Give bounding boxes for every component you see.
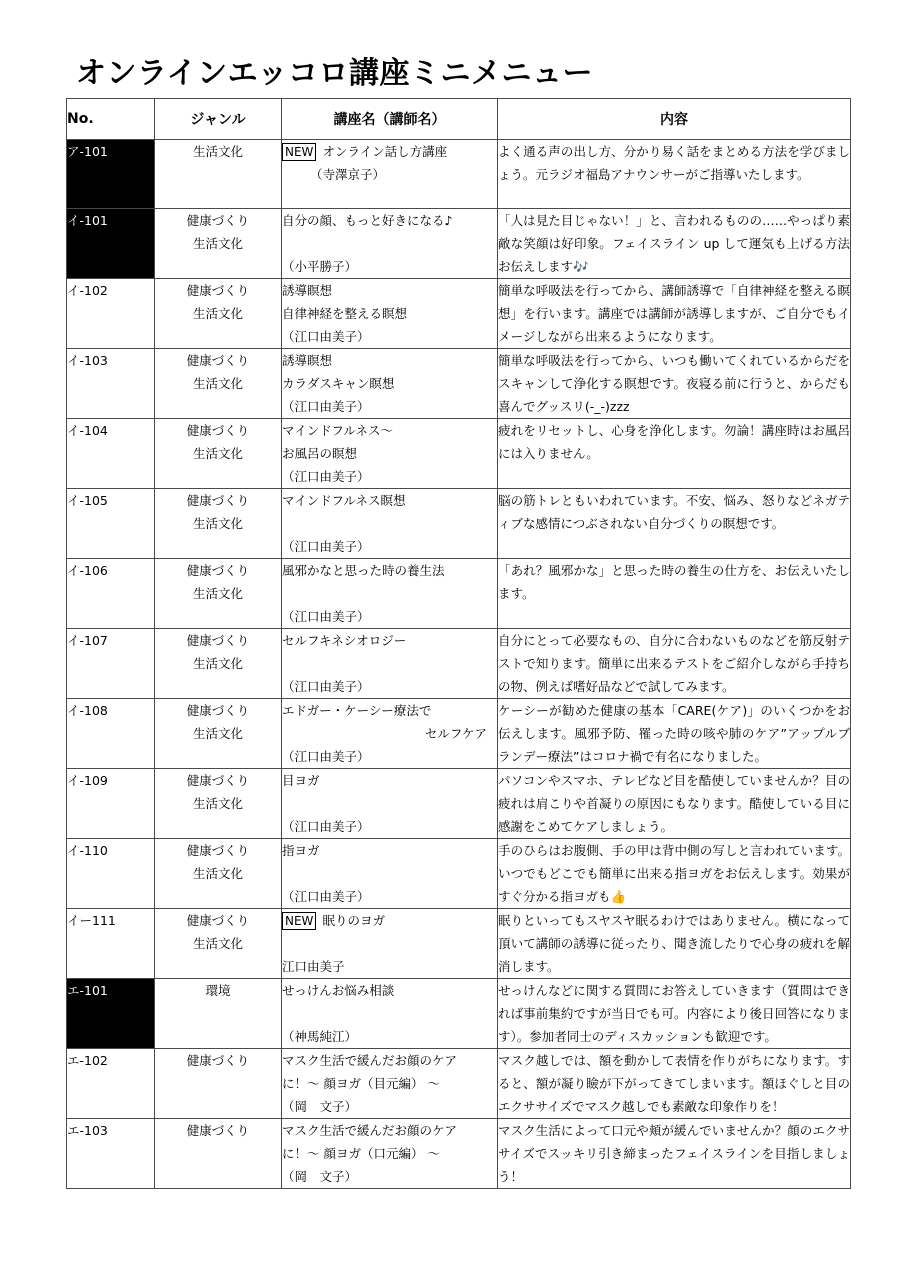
new-badge: NEW	[282, 143, 316, 161]
header-content: 内容	[498, 99, 851, 140]
course-description: よく通る声の出し方、分かり易く話をまとめる方法を学びましょう。元ラジオ福島アナウンサーがご指導いたします。	[498, 140, 851, 209]
course-name-line	[282, 419, 497, 442]
course-description: 手のひらはお腹側、手の甲は背中側の写しと言われています。いつでもどこでも簡単に出来る指ヨガをお伝えします。効果がすぐ分かる指ヨガも👍	[498, 839, 851, 909]
course-name-line	[282, 839, 497, 862]
table-row	[67, 489, 851, 559]
course-name-line	[282, 395, 497, 418]
course-number: エ-101	[67, 979, 155, 1049]
course-name-line	[282, 209, 497, 232]
course-genre	[155, 279, 282, 349]
course-name-line	[282, 815, 497, 838]
genre-label: 健康づくり	[186, 493, 250, 508]
course-description: マスク越しでは、額を動かして表情を作りがちになります。すると、額が凝り瞼が下がってきてしまいます。額ほぐしと目のエクササイズでマスク越しでも素敵な印象作りを！	[498, 1049, 851, 1119]
course-genre	[155, 1049, 282, 1119]
course-name-text: エドガー・ケーシー療法で	[282, 703, 432, 718]
course-name-text: （寺澤京子）	[310, 167, 386, 182]
course-number: イ-107	[67, 629, 155, 699]
course-name-text: マスク生活で緩んだお顔のケア	[282, 1053, 458, 1068]
course-name-text: マインドフルネス～	[282, 423, 394, 438]
course-menu-table	[66, 98, 851, 1189]
course-description: 簡単な呼吸法を行ってから、いつも働いてくれているからだをスキャンして浄化する瞑想です。夜寝る前に行うと、からだも喜んでグッスリ(-_-)zzz	[498, 349, 851, 419]
genre-label: 生活文化	[192, 586, 243, 601]
course-name-text: （岡 文子）	[282, 1099, 358, 1114]
course-name-text: 目ヨガ	[282, 773, 320, 788]
course-name-line	[282, 372, 497, 395]
course-name-line	[282, 955, 497, 978]
genre-label: 生活文化	[192, 726, 243, 741]
course-name-text: マインドフルネス瞑想	[282, 493, 406, 508]
course-name-text: （江口由美子）	[282, 539, 370, 554]
course-name-text: 指ヨガ	[282, 843, 320, 858]
course-name-line	[282, 1142, 497, 1165]
course-name-line	[282, 699, 497, 722]
course-name-line	[282, 163, 497, 186]
course-name-line	[282, 769, 497, 792]
course-description: 「人は見た目じゃない！」と、言われるものの……やっぱり素敵な笑顔は好印象。フェイスライン up して運気も上げる方法お伝えします🎶	[498, 209, 851, 279]
table-row	[67, 209, 851, 279]
genre-label: 健康づくり	[186, 1123, 250, 1138]
genre-label: 健康づくり	[186, 213, 250, 228]
table-row	[67, 629, 851, 699]
course-genre	[155, 1119, 282, 1189]
table-row	[67, 140, 851, 209]
table-row	[67, 419, 851, 489]
course-name	[282, 419, 498, 489]
genre-label: 健康づくり	[186, 1053, 250, 1068]
course-name-text: 江口由美子	[282, 959, 345, 974]
table-row	[67, 699, 851, 769]
course-name-line	[282, 140, 497, 163]
course-number: エ-103	[67, 1119, 155, 1189]
course-name-line	[282, 979, 497, 1002]
course-name-text: お風呂の瞑想	[282, 446, 358, 461]
table-header-row	[67, 99, 851, 140]
course-name-text: （江口由美子）	[282, 819, 370, 834]
course-name-text: （神馬純江）	[282, 1029, 358, 1044]
course-number: イ-106	[67, 559, 155, 629]
table-row	[67, 349, 851, 419]
course-genre	[155, 629, 282, 699]
course-number: イ-108	[67, 699, 155, 769]
course-name-line	[282, 232, 497, 255]
course-name-line	[282, 1025, 497, 1048]
course-name-line	[282, 1049, 497, 1072]
table-row	[67, 559, 851, 629]
course-name-text: カラダスキャン瞑想	[282, 376, 395, 391]
course-description: 疲れをリセットし、心身を浄化します。勿論！講座時はお風呂には入りません。	[498, 419, 851, 489]
course-name-line	[282, 722, 497, 745]
genre-label: 生活文化	[192, 796, 243, 811]
course-name	[282, 349, 498, 419]
header-genre: ジャンル	[155, 99, 282, 140]
table-row	[67, 279, 851, 349]
genre-label: 健康づくり	[186, 353, 250, 368]
course-name	[282, 489, 498, 559]
course-name-line	[282, 512, 497, 535]
course-name	[282, 1049, 498, 1119]
table-row	[67, 769, 851, 839]
course-name	[282, 769, 498, 839]
course-name-line	[282, 1165, 497, 1188]
genre-label: 生活文化	[192, 236, 243, 251]
course-name-line	[282, 559, 497, 582]
genre-label: 健康づくり	[186, 913, 250, 928]
course-description: 自分にとって必要なもの、自分に合わないものなどを筋反射テストで知ります。簡単に出来るテストをご紹介しながら手持ちの物、例えば嗜好品などで試してみます。	[498, 629, 851, 699]
course-name-line	[282, 1119, 497, 1142]
course-name-line	[282, 489, 497, 512]
course-name-line	[282, 605, 497, 628]
genre-label: 健康づくり	[186, 563, 250, 578]
course-description: 「あれ？風邪かな」と思った時の養生の仕方を、お伝えいたします。	[498, 559, 851, 629]
course-name-line	[282, 792, 497, 815]
course-name-line	[282, 535, 497, 558]
course-name	[282, 559, 498, 629]
course-name	[282, 909, 498, 979]
course-number: イ-102	[67, 279, 155, 349]
course-number: イ-101	[67, 209, 155, 279]
course-number: イ-110	[67, 839, 155, 909]
course-name-line	[282, 745, 497, 768]
genre-label: 生活文化	[192, 144, 243, 159]
table-row	[67, 979, 851, 1049]
course-genre	[155, 419, 282, 489]
new-badge: NEW	[282, 912, 316, 930]
course-genre	[155, 839, 282, 909]
course-name-text: （小平勝子）	[282, 259, 358, 274]
course-number: ア-101	[67, 140, 155, 209]
course-name-line	[282, 652, 497, 675]
course-name	[282, 279, 498, 349]
course-number: イ-105	[67, 489, 155, 559]
course-name-text: （江口由美子）	[282, 889, 370, 904]
genre-label: 健康づくり	[186, 703, 250, 718]
course-name-line	[282, 862, 497, 885]
course-name	[282, 629, 498, 699]
genre-label: 健康づくり	[186, 423, 250, 438]
course-genre	[155, 209, 282, 279]
course-name	[282, 1119, 498, 1189]
course-number: エ-102	[67, 1049, 155, 1119]
course-genre	[155, 909, 282, 979]
genre-label: 健康づくり	[186, 283, 250, 298]
course-genre	[155, 979, 282, 1049]
course-name-text: に！～ 顔ヨガ（目元編） ～	[282, 1076, 440, 1091]
course-name-text: セルフケア	[424, 726, 487, 741]
table-row	[67, 1119, 851, 1189]
course-number: イ-104	[67, 419, 155, 489]
course-name-line	[282, 909, 497, 932]
course-name-line	[282, 302, 497, 325]
genre-label: 生活文化	[192, 516, 243, 531]
course-name-line	[282, 349, 497, 372]
course-name-text: （江口由美子）	[282, 469, 370, 484]
course-description: マスク生活によって口元や頬が緩んでいませんか？顔のエクササイズでスッキリ引き締まったフェイスラインを目指しましょう！	[498, 1119, 851, 1189]
course-description: せっけんなどに関する質問にお答えしていきます（質問はできれば事前集約ですが当日でも可。内容により後日回答になります）。参加者同士のディスカッションも歓迎です。	[498, 979, 851, 1049]
genre-label: 健康づくり	[186, 633, 250, 648]
course-name	[282, 839, 498, 909]
course-genre	[155, 489, 282, 559]
genre-label: 生活文化	[192, 936, 243, 951]
course-description: 簡単な呼吸法を行ってから、講師誘導で「自律神経を整える瞑想」を行います。講座では講師が誘導しますが、ご自分でもイメージしながら出来るようになります。	[498, 279, 851, 349]
course-number: イー111	[67, 909, 155, 979]
course-genre	[155, 699, 282, 769]
course-name-text: せっけんお悩み相談	[282, 983, 395, 998]
course-name-text: 自分の顔、もっと好きになる♪	[282, 213, 453, 228]
course-name-text: （江口由美子）	[282, 679, 370, 694]
course-name-line	[282, 582, 497, 605]
header-course-name: 講座名（講師名）	[282, 99, 498, 140]
course-name-text: （江口由美子）	[282, 329, 370, 344]
course-name-text: 眠りのヨガ	[322, 913, 385, 928]
course-name-text: （江口由美子）	[282, 609, 370, 624]
course-name-line	[282, 932, 497, 955]
course-name-line	[282, 279, 497, 302]
course-name-text: オンライン話し方講座	[322, 144, 448, 159]
course-description: パソコンやスマホ、テレビなど目を酷使していませんか？目の疲れは肩こりや首凝りの原因にもなります。酷使している目に感謝をこめてケアしましょう。	[498, 769, 851, 839]
table-row	[67, 839, 851, 909]
course-name-text: 誘導瞑想	[282, 353, 333, 368]
course-name-line	[282, 1072, 497, 1095]
genre-label: 生活文化	[192, 306, 243, 321]
course-description: ケーシーが勧めた健康の基本「CARE(ケア)」のいくつかをお伝えします。風邪予防、罹った時の咳や肺のケア”アップルブランデー療法”はコロナ禍で有名になりました。	[498, 699, 851, 769]
course-name-line	[282, 675, 497, 698]
genre-label: 生活文化	[192, 866, 243, 881]
course-name	[282, 209, 498, 279]
course-genre	[155, 769, 282, 839]
course-number: イ-109	[67, 769, 155, 839]
course-name-text: （江口由美子）	[282, 399, 370, 414]
course-name	[282, 699, 498, 769]
header-no: No.	[67, 99, 155, 140]
course-name-line	[282, 465, 497, 488]
genre-label: 健康づくり	[186, 773, 250, 788]
page-title: オンラインエッコロ講座ミニメニュー	[76, 56, 593, 91]
course-genre	[155, 140, 282, 209]
course-name-text: に！～ 顔ヨガ（口元編） ～	[282, 1146, 440, 1161]
course-name	[282, 140, 498, 209]
course-name-text: （江口由美子）	[282, 749, 370, 764]
course-description: 眠りといってもスヤスヤ眠るわけではありません。横になって頂いて講師の誘導に従ったり、聞き流したりで心身の疲れを解消します。	[498, 909, 851, 979]
course-name	[282, 979, 498, 1049]
course-genre	[155, 349, 282, 419]
course-name-line	[282, 442, 497, 465]
course-name-text: 自律神経を整える瞑想	[282, 306, 408, 321]
course-name-line	[282, 1095, 497, 1118]
genre-label: 生活文化	[192, 446, 243, 461]
course-name-text: マスク生活で緩んだお顔のケア	[282, 1123, 458, 1138]
course-name-line	[282, 1002, 497, 1025]
table-row	[67, 909, 851, 979]
table-row	[67, 1049, 851, 1119]
course-name-text: 誘導瞑想	[282, 283, 333, 298]
course-genre	[155, 559, 282, 629]
course-name-text: セルフキネシオロジー	[282, 633, 407, 648]
genre-label: 生活文化	[192, 656, 243, 671]
course-description: 脳の筋トレともいわれています。不安、悩み、怒りなどネガティブな感情につぶされない自分づくりの瞑想です。	[498, 489, 851, 559]
genre-label: 健康づくり	[186, 843, 250, 858]
course-name-line	[282, 885, 497, 908]
genre-label: 環境	[205, 983, 231, 998]
genre-label: 生活文化	[192, 376, 243, 391]
course-name-text: （岡 文子）	[282, 1169, 358, 1184]
course-number: イ-103	[67, 349, 155, 419]
course-name-line	[282, 629, 497, 652]
course-name-line	[282, 325, 497, 348]
course-name-line	[282, 255, 497, 278]
course-name-text: 風邪かなと思った時の養生法	[282, 563, 445, 578]
